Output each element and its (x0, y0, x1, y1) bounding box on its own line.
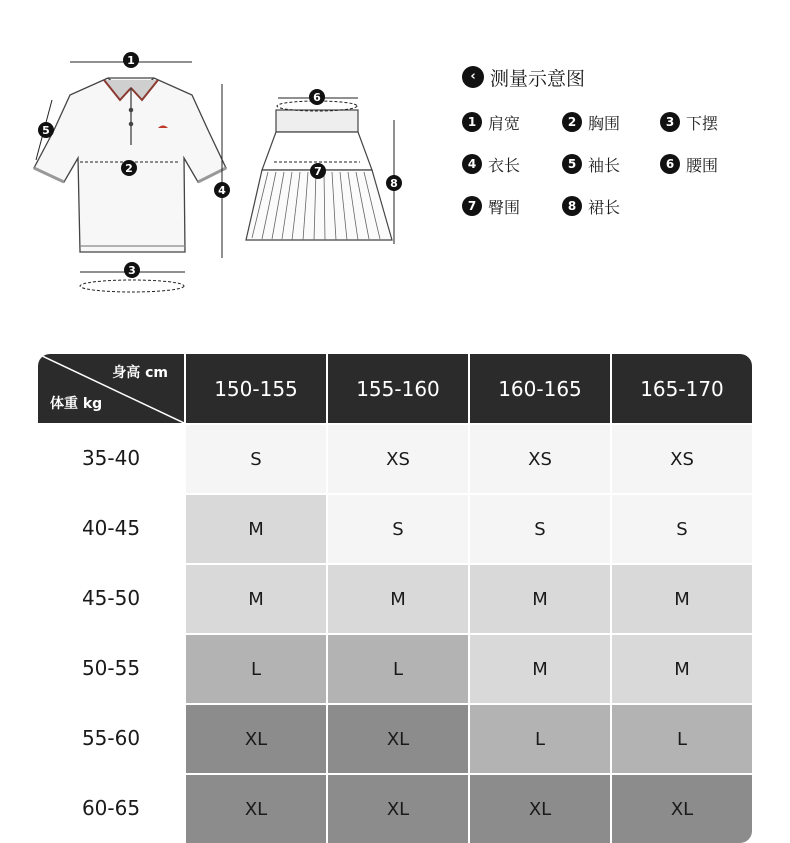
size-cell: M (468, 563, 610, 633)
legend-label: 肩宽 (488, 113, 521, 133)
number-5-icon: 5 (562, 154, 582, 174)
size-cell: XS (468, 423, 610, 493)
svg-text:2: 2 (125, 162, 133, 175)
number-1-icon: 1 (462, 112, 482, 132)
marker-1 (123, 52, 139, 68)
legend-label: 胸围 (588, 113, 621, 133)
legend-title-row (462, 60, 772, 94)
svg-text:6: 6 (313, 91, 321, 104)
size-cell: S (326, 493, 468, 563)
chevron-left-icon: ‹ (462, 66, 484, 88)
size-cell: M (610, 563, 752, 633)
size-cell: S (468, 493, 610, 563)
size-cell: XS (610, 423, 752, 493)
number-4-icon: 4 (462, 154, 482, 174)
marker-6 (309, 89, 325, 105)
svg-text:4: 4 (218, 184, 226, 197)
legend-label: 腰围 (686, 155, 719, 175)
size-cell: M (610, 633, 752, 703)
column-header: 165-170 (610, 354, 752, 423)
legend-items (462, 110, 772, 218)
number-3-icon: 3 (660, 112, 680, 132)
table-row (38, 633, 752, 703)
size-cell: XL (326, 773, 468, 843)
size-cell: M (468, 633, 610, 703)
marker-4 (214, 182, 230, 198)
table-corner-header (38, 354, 184, 423)
number-8-icon: 8 (562, 196, 582, 216)
legend-item-waist (660, 152, 760, 176)
table-row (38, 423, 752, 493)
size-cell: L (468, 703, 610, 773)
row-header: 40-45 (38, 493, 184, 563)
legend-label: 臀围 (488, 197, 521, 217)
legend-label: 裙长 (588, 197, 621, 217)
size-cell: XL (184, 703, 326, 773)
row-header: 35-40 (38, 423, 184, 493)
row-header: 60-65 (38, 773, 184, 843)
legend-item-shoulder (462, 110, 562, 134)
legend-title: 测量示意图 (490, 67, 586, 90)
garment-diagram (20, 40, 440, 310)
weight-axis-label: 体重 kg (50, 396, 103, 412)
svg-text:7: 7 (314, 165, 322, 178)
size-cell: L (184, 633, 326, 703)
number-6-icon: 6 (660, 154, 680, 174)
row-header: 55-60 (38, 703, 184, 773)
legend-label: 衣长 (488, 155, 521, 175)
legend-item-hip (462, 194, 562, 218)
size-chart-table (38, 354, 752, 841)
table-row (38, 563, 752, 633)
svg-text:5: 5 (42, 124, 50, 137)
legend-item-skirt-length (562, 194, 660, 218)
table-row (38, 703, 752, 773)
marker-3 (124, 262, 140, 278)
svg-text:8: 8 (390, 177, 398, 190)
legend-item-chest (562, 110, 660, 134)
size-cell: XS (326, 423, 468, 493)
table-header-row (38, 354, 752, 423)
column-header: 150-155 (184, 354, 326, 423)
column-header: 160-165 (468, 354, 610, 423)
row-header: 50-55 (38, 633, 184, 703)
table-row (38, 773, 752, 843)
legend-item-hem (660, 110, 760, 134)
marker-5 (38, 122, 54, 138)
number-2-icon: 2 (562, 112, 582, 132)
marker-7 (310, 163, 326, 179)
measurement-illustration (20, 40, 440, 310)
svg-text:1: 1 (127, 54, 135, 67)
column-header: 155-160 (326, 354, 468, 423)
size-cell: M (184, 493, 326, 563)
size-cell: M (184, 563, 326, 633)
height-axis-label: 身高 cm (112, 365, 168, 381)
size-cell: S (184, 423, 326, 493)
size-cell: XL (468, 773, 610, 843)
svg-text:3: 3 (128, 264, 136, 277)
number-7-icon: 7 (462, 196, 482, 216)
legend-label: 下摆 (686, 113, 719, 133)
size-cell: XL (610, 773, 752, 843)
measurement-legend (462, 60, 772, 218)
size-cell: L (326, 633, 468, 703)
size-cell: XL (326, 703, 468, 773)
marker-2 (121, 160, 137, 176)
legend-item-length (462, 152, 562, 176)
size-cell: M (326, 563, 468, 633)
size-cell: L (610, 703, 752, 773)
legend-item-sleeve (562, 152, 660, 176)
marker-8 (386, 175, 402, 191)
table-row (38, 493, 752, 563)
size-cell: S (610, 493, 752, 563)
size-cell: XL (184, 773, 326, 843)
legend-label: 袖长 (588, 155, 621, 175)
row-header: 45-50 (38, 563, 184, 633)
